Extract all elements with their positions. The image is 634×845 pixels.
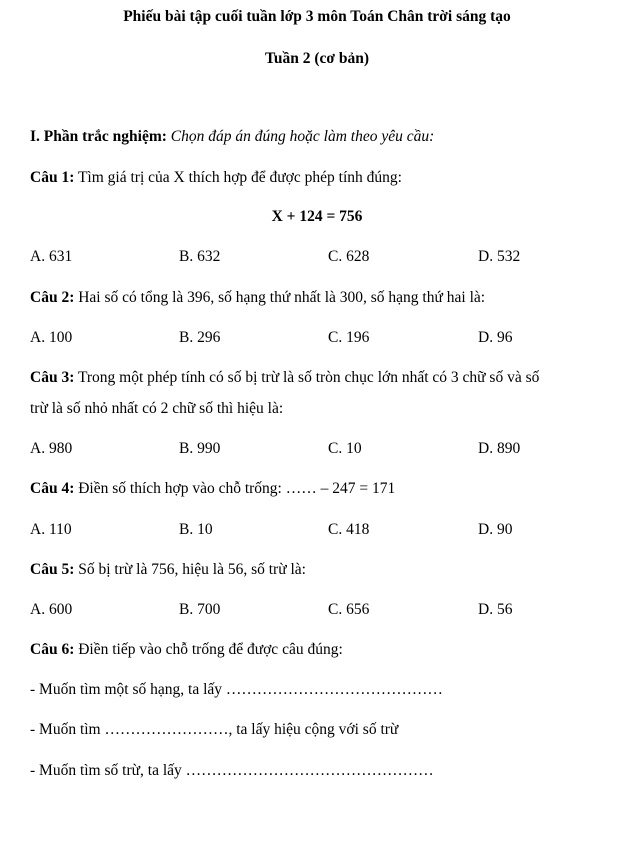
option-c[interactable]: C. 196 [328,329,370,346]
fill-in-line-3[interactable]: - Muốn tìm số trừ, ta lấy ………………………………………… [30,762,434,779]
option-d[interactable]: D. 96 [478,329,513,346]
option-b[interactable]: B. 990 [179,440,221,457]
question-3-line-2: trừ là số nhỏ nhất có 2 chữ số thì hiệu là: [30,400,284,417]
option-c[interactable]: C. 656 [328,601,370,618]
fill-in-line-1[interactable]: - Muốn tìm một số hạng, ta lấy …………………………………… [30,681,443,698]
section-heading [30,129,434,145]
question-text: Điền số thích hợp vào chỗ trống: …… – 247 = 171 [78,480,396,497]
question-label: Câu 1: [30,169,75,186]
week-subtitle: Tuần 2 (cơ bản) [264,50,370,67]
question-label: Câu 4: [30,480,75,497]
option-c[interactable]: C. 628 [328,248,370,265]
option-b[interactable]: B. 296 [179,329,221,346]
option-d[interactable]: D. 890 [478,440,521,457]
question-label: Câu 3: [30,369,75,386]
option-a[interactable]: A. 600 [30,601,73,618]
option-b[interactable]: B. 632 [179,248,221,265]
question-label: Câu 2: [30,289,75,306]
option-a[interactable]: A. 110 [30,521,72,538]
option-d[interactable]: D. 56 [478,601,513,618]
option-d[interactable]: D. 532 [478,248,521,265]
option-a[interactable]: A. 980 [30,440,73,457]
question-text: Số bị trừ là 756, hiệu là 56, số trừ là: [78,561,306,578]
option-a[interactable]: A. 100 [30,329,73,346]
worksheet-title: Phiếu bài tập cuối tuần lớp 3 môn Toán Chân trời sáng tạo [123,8,511,25]
option-b[interactable]: B. 700 [179,601,221,618]
question-5 [30,562,306,578]
fill-in-line-2[interactable]: - Muốn tìm ……………………, ta lấy hiệu cộng với số trừ [30,721,399,738]
question-2 [30,290,485,306]
question-4 [30,481,395,497]
question-3 [30,370,539,386]
question-6 [30,642,343,658]
option-c[interactable]: C. 10 [328,440,362,457]
option-c[interactable]: C. 418 [328,521,370,538]
question-text: Tìm giá trị của X thích hợp để được phép tính đúng: [77,169,402,186]
option-b[interactable]: B. 10 [179,521,213,538]
question-text: Điền tiếp vào chỗ trống để được câu đúng: [78,641,343,658]
question-label: Câu 6: [30,641,75,658]
option-a[interactable]: A. 631 [30,248,73,265]
question-text: Hai số có tổng là 396, số hạng thứ nhất là 300, số hạng thứ hai là: [78,289,486,306]
section-instruction: Chọn đáp án đúng hoặc làm theo yêu cầu: [170,128,435,145]
question-text: Trong một phép tính có số bị trừ là số tròn chục lớn nhất có 3 chữ số và số [77,369,540,386]
section-title: I. Phần trắc nghiệm: [30,128,167,145]
question-1 [30,170,402,186]
question-1-equation: X + 124 = 756 [271,208,363,225]
question-label: Câu 5: [30,561,75,578]
option-d[interactable]: D. 90 [478,521,513,538]
